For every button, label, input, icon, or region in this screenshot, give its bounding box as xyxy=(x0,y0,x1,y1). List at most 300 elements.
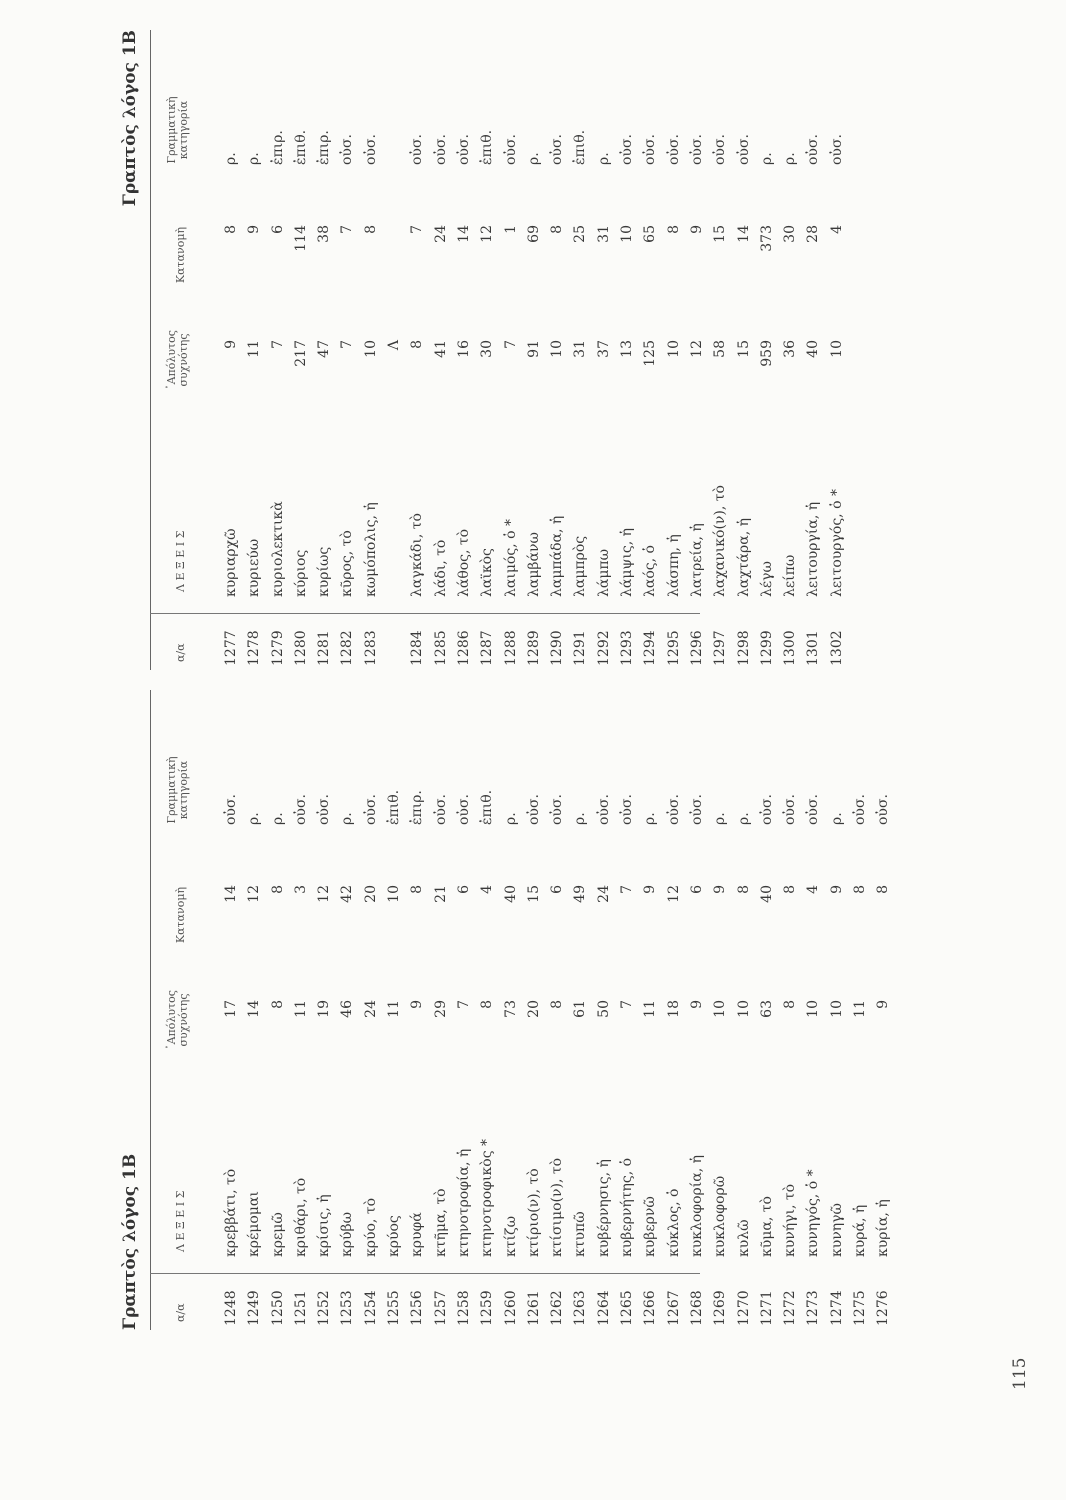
table-row xyxy=(453,690,476,1330)
row-frequency: 20 xyxy=(525,1000,542,1018)
table-row xyxy=(267,30,290,670)
row-number: 1253 xyxy=(339,1290,356,1326)
table-row xyxy=(360,690,383,1330)
row-distribution: 12 xyxy=(316,885,333,903)
page-number: 115 xyxy=(1010,1357,1030,1390)
row-distribution: 15 xyxy=(712,225,729,243)
row-frequency: 10 xyxy=(735,1000,752,1018)
table-row xyxy=(290,30,313,670)
table-row xyxy=(616,690,639,1330)
row-frequency: 46 xyxy=(339,1000,356,1018)
page-title-right: Γραπτὸς λόγος 1Β xyxy=(120,30,140,207)
table-row xyxy=(779,690,802,1330)
row-frequency: 18 xyxy=(665,1000,682,1018)
row-frequency: 19 xyxy=(316,1000,333,1018)
row-number: 1252 xyxy=(316,1290,333,1326)
row-word: λαμπρὸς xyxy=(572,535,589,597)
table-row xyxy=(313,690,336,1330)
row-number: 1291 xyxy=(572,630,589,666)
table-row xyxy=(383,30,406,670)
row-distribution: 4 xyxy=(805,885,822,894)
table-row xyxy=(406,690,429,1330)
row-number: 1273 xyxy=(805,1290,822,1326)
table-row xyxy=(756,30,779,670)
row-category: ρ. xyxy=(223,152,239,165)
table-row xyxy=(593,30,616,670)
row-word: κρύο, τὸ xyxy=(362,1198,379,1257)
row-category: ρ. xyxy=(269,812,286,825)
row-frequency: 8 xyxy=(409,340,426,349)
row-distribution: 6 xyxy=(269,225,286,234)
row-frequency: 7 xyxy=(619,1000,636,1009)
row-category: οὐσ. xyxy=(362,134,379,165)
row-frequency: 47 xyxy=(316,340,333,358)
row-frequency: 8 xyxy=(782,1000,799,1009)
row-frequency: 16 xyxy=(455,340,472,358)
row-category: οὐσ. xyxy=(688,794,705,825)
row-word: λαχανικό(ν), τὸ xyxy=(712,485,729,597)
row-word: λείπω xyxy=(782,554,799,597)
row-number: 1277 xyxy=(223,630,239,666)
row-category: ρ. xyxy=(502,812,519,825)
row-frequency: 10 xyxy=(805,1000,822,1018)
row-frequency: 36 xyxy=(782,340,799,358)
row-frequency: 61 xyxy=(572,1000,589,1018)
row-distribution: 9 xyxy=(642,885,659,894)
row-distribution: 3 xyxy=(292,885,309,894)
header-cat-line2: κατηγορία xyxy=(177,760,190,820)
row-word: κριθάρι, τὸ xyxy=(292,1177,309,1257)
row-distribution: 8 xyxy=(269,885,286,894)
table-row xyxy=(430,690,453,1330)
rows-right xyxy=(220,30,849,670)
row-distribution: 28 xyxy=(805,225,822,243)
row-category: οὐσ. xyxy=(665,794,682,825)
row-word: λάσπη, ἡ xyxy=(665,534,682,597)
row-category: οὐσ. xyxy=(525,794,542,825)
row-frequency: 8 xyxy=(549,1000,566,1009)
row-category: οὐσ. xyxy=(735,134,752,165)
row-category: ἐπιθ. xyxy=(479,789,496,825)
row-number: 1294 xyxy=(642,630,659,666)
row-word: κυριεύω xyxy=(246,538,263,597)
table-row xyxy=(430,30,453,670)
row-distribution: 7 xyxy=(409,225,426,234)
row-word: κτηνοτροφία, ἡ xyxy=(455,1148,472,1257)
row-distribution: 114 xyxy=(292,225,309,252)
row-number: 1270 xyxy=(735,1290,752,1326)
row-category: οὐσ. xyxy=(688,134,705,165)
row-word: κυρά, ἡ xyxy=(852,1204,869,1257)
row-category: οὐσ. xyxy=(339,134,356,165)
row-word: λειτουργός, ὁ * xyxy=(828,489,845,597)
row-word: λάθος, τὸ xyxy=(455,528,472,597)
table-row xyxy=(243,30,266,670)
table-row xyxy=(733,30,756,670)
row-number: 1288 xyxy=(502,630,519,666)
table-row xyxy=(476,30,499,670)
table-row xyxy=(639,690,662,1330)
row-category: ρ. xyxy=(246,812,263,825)
row-frequency: Λ xyxy=(386,340,403,351)
row-number: 1284 xyxy=(409,630,426,666)
header-cat-line1: Γραμματικὴ xyxy=(165,96,178,164)
table-row xyxy=(733,690,756,1330)
row-word: κτῆμα, τὸ xyxy=(432,1188,449,1257)
row-category: ρ. xyxy=(758,152,775,165)
header-cat xyxy=(166,80,190,180)
row-frequency: 7 xyxy=(502,340,519,349)
row-distribution: 8 xyxy=(735,885,752,894)
row-number: 1249 xyxy=(246,1290,263,1326)
row-frequency: 10 xyxy=(549,340,566,358)
row-word: κτηνοτροφικὸς * xyxy=(479,1139,496,1257)
row-number: 1300 xyxy=(782,630,799,666)
row-category: ρ. xyxy=(572,812,589,825)
row-number: 1296 xyxy=(688,630,705,666)
table-row xyxy=(593,690,616,1330)
row-number: 1248 xyxy=(223,1290,239,1326)
row-number: 1250 xyxy=(269,1290,286,1326)
row-frequency: 11 xyxy=(642,1000,659,1018)
table-panel-right xyxy=(120,30,845,670)
row-number: 1259 xyxy=(479,1290,496,1326)
row-distribution: 12 xyxy=(665,885,682,903)
row-distribution: 8 xyxy=(549,225,566,234)
row-word: κυριαρχῶ xyxy=(223,528,239,597)
row-category: οὐσ. xyxy=(875,794,892,825)
row-word: κῦρος, τὸ xyxy=(339,530,356,597)
row-frequency: 13 xyxy=(619,340,636,358)
table-row xyxy=(546,690,569,1330)
row-word: κωμόπολις, ἡ xyxy=(362,502,379,597)
row-category: οὐσ. xyxy=(502,134,519,165)
row-word: κυβερνῶ xyxy=(642,1196,659,1257)
row-word: λατρεία, ἡ xyxy=(688,523,705,597)
row-distribution: 14 xyxy=(455,225,472,243)
row-category: ἐπιρ. xyxy=(409,790,426,825)
row-word: κυβερνήτης, ὁ xyxy=(619,1157,636,1257)
row-frequency: 217 xyxy=(292,340,309,367)
row-number: 1286 xyxy=(455,630,472,666)
header-freq-line1: ᾿Απόλυτος xyxy=(165,990,178,1050)
row-frequency: 50 xyxy=(595,1000,612,1018)
row-category: ρ. xyxy=(782,152,799,165)
row-frequency: 58 xyxy=(712,340,729,358)
row-word: κρυφά xyxy=(409,1212,426,1257)
table-row xyxy=(406,30,429,670)
row-frequency: 11 xyxy=(386,1000,403,1018)
table-row xyxy=(453,30,476,670)
row-frequency: 40 xyxy=(805,340,822,358)
header-freq-line1: ᾿Απόλυτος xyxy=(165,330,178,390)
table-row xyxy=(779,30,802,670)
row-frequency: 29 xyxy=(432,1000,449,1018)
row-word: κτυπῶ xyxy=(572,1211,589,1257)
row-number: 1263 xyxy=(572,1290,589,1326)
row-word: κῦμα, τὸ xyxy=(758,1196,775,1257)
table-row xyxy=(709,690,732,1330)
row-word: λαμβάνω xyxy=(525,532,542,597)
row-word: κυνηγός, ὁ * xyxy=(805,1169,822,1257)
row-frequency: 30 xyxy=(479,340,496,358)
header-word: Λ Ε Ξ Ε Ι Σ xyxy=(174,1190,187,1252)
row-frequency: 12 xyxy=(688,340,705,358)
table-row xyxy=(546,30,569,670)
row-number: 1278 xyxy=(246,630,263,666)
row-number: 1289 xyxy=(525,630,542,666)
row-word: κυκλοφορῶ xyxy=(712,1175,729,1257)
page-title: Γραπτὸς λόγος 1Β xyxy=(120,1153,140,1330)
header-rule xyxy=(150,690,151,1330)
table-row xyxy=(523,690,546,1330)
row-frequency: 10 xyxy=(712,1000,729,1018)
row-category: ἐπιθ. xyxy=(292,129,309,165)
row-category: οὐσ. xyxy=(455,134,472,165)
table-row xyxy=(500,30,523,670)
row-distribution: 9 xyxy=(828,885,845,894)
header-freq-line2: συχνότης xyxy=(177,333,190,387)
row-category: οὐσ. xyxy=(223,794,239,825)
row-distribution: 30 xyxy=(782,225,799,243)
row-word: κρύος xyxy=(386,1215,403,1257)
table-row xyxy=(639,30,662,670)
header-rule xyxy=(150,30,151,670)
row-number: 1280 xyxy=(292,630,309,666)
row-category: ἐπιρ. xyxy=(269,130,286,165)
table-row xyxy=(336,30,359,670)
row-number: 1282 xyxy=(339,630,356,666)
row-number: 1285 xyxy=(432,630,449,666)
row-frequency: 7 xyxy=(455,1000,472,1009)
row-number: 1276 xyxy=(875,1290,892,1326)
row-distribution: 1 xyxy=(502,225,519,234)
table-row xyxy=(290,690,313,1330)
row-word: λαιμός, ὁ * xyxy=(502,519,519,597)
row-distribution: 12 xyxy=(479,225,496,243)
header-freq-line2: συχνότης xyxy=(177,993,190,1047)
row-category: οὐσ. xyxy=(665,134,682,165)
row-frequency: 8 xyxy=(269,1000,286,1009)
row-distribution: 42 xyxy=(339,885,356,903)
row-number: 1281 xyxy=(316,630,333,666)
row-word: κρέμομαι xyxy=(246,1191,263,1257)
row-category: οὐσ. xyxy=(432,134,449,165)
row-distribution: 38 xyxy=(316,225,333,243)
table-panel-left xyxy=(120,690,892,1330)
row-distribution: 6 xyxy=(549,885,566,894)
row-distribution: 6 xyxy=(688,885,705,894)
row-category: ρ. xyxy=(735,812,752,825)
row-number: 1261 xyxy=(525,1290,542,1326)
row-distribution: 40 xyxy=(502,885,519,903)
row-number: 1279 xyxy=(269,630,286,666)
row-distribution: 373 xyxy=(758,225,775,252)
row-number: 1251 xyxy=(292,1290,309,1326)
row-frequency: 24 xyxy=(362,1000,379,1018)
table-row xyxy=(243,690,266,1330)
row-distribution: 8 xyxy=(875,885,892,894)
row-distribution: 40 xyxy=(758,885,775,903)
row-category: ἐπιρ. xyxy=(316,130,333,165)
table-row xyxy=(523,30,546,670)
table-row xyxy=(872,690,895,1330)
row-frequency: 10 xyxy=(828,1000,845,1018)
row-word: κρίσις, ἡ xyxy=(316,1194,333,1257)
row-frequency: 41 xyxy=(432,340,449,358)
row-number: 1260 xyxy=(502,1290,519,1326)
row-frequency: 8 xyxy=(479,1000,496,1009)
table-row xyxy=(826,690,849,1330)
row-frequency: 10 xyxy=(665,340,682,358)
table-row xyxy=(686,690,709,1330)
row-word: κυρίως xyxy=(316,546,333,597)
row-number: 1272 xyxy=(782,1290,799,1326)
row-word: κύκλος, ὁ xyxy=(665,1188,682,1257)
row-category: οὐσ. xyxy=(362,794,379,825)
row-frequency: 11 xyxy=(292,1000,309,1018)
table-row xyxy=(220,690,243,1330)
row-number: 1269 xyxy=(712,1290,729,1326)
row-number: 1265 xyxy=(619,1290,636,1326)
table-row xyxy=(383,690,406,1330)
row-category: ρ. xyxy=(246,152,263,165)
row-distribution: 15 xyxy=(525,885,542,903)
row-number: 1267 xyxy=(665,1290,682,1326)
row-category: ἐπιθ. xyxy=(479,129,496,165)
row-category: οὐσ. xyxy=(828,134,845,165)
row-word: κυκλοφορία, ἡ xyxy=(688,1154,705,1257)
table-row xyxy=(802,690,825,1330)
rows-left xyxy=(220,690,896,1330)
row-word: λαχτάρα, ἡ xyxy=(735,518,752,597)
row-category: οὐσ. xyxy=(292,794,309,825)
row-word: λάδι, τὸ xyxy=(432,539,449,597)
row-category: οὐσ. xyxy=(758,794,775,825)
row-category: ρ. xyxy=(595,152,612,165)
row-word: κτίσιμο(ν), τὸ xyxy=(549,1157,566,1257)
row-number: 1295 xyxy=(665,630,682,666)
row-category: οὐσ. xyxy=(455,794,472,825)
row-category: ρ. xyxy=(712,812,729,825)
row-distribution: 14 xyxy=(735,225,752,243)
row-frequency: 11 xyxy=(852,1000,869,1018)
row-category: ἐπιθ. xyxy=(572,129,589,165)
row-word: λαός, ὁ xyxy=(642,545,659,597)
row-distribution: 10 xyxy=(386,885,403,903)
row-frequency: 9 xyxy=(409,1000,426,1009)
row-word: λάμψις, ἡ xyxy=(619,527,636,597)
row-frequency: 125 xyxy=(642,340,659,367)
table-row xyxy=(500,690,523,1330)
row-distribution: 8 xyxy=(362,225,379,234)
row-distribution: 12 xyxy=(246,885,263,903)
table-row xyxy=(476,690,499,1330)
row-number: 1299 xyxy=(758,630,775,666)
row-number: 1257 xyxy=(432,1290,449,1326)
row-category: οὐσ. xyxy=(805,134,822,165)
table-row xyxy=(336,690,359,1330)
row-frequency: 9 xyxy=(688,1000,705,1009)
row-word: λειτουργία, ἡ xyxy=(805,501,822,597)
row-number: 1256 xyxy=(409,1290,426,1326)
header-freq xyxy=(166,320,190,400)
row-number: 1262 xyxy=(549,1290,566,1326)
row-frequency: 10 xyxy=(362,340,379,358)
row-distribution: 49 xyxy=(572,885,589,903)
row-frequency: 91 xyxy=(525,340,542,358)
row-category: οὐσ. xyxy=(316,794,333,825)
row-number: 1275 xyxy=(852,1290,869,1326)
header-cat-line1: Γραμματικὴ xyxy=(165,756,178,824)
row-frequency: 10 xyxy=(828,340,845,358)
row-distribution: 24 xyxy=(595,885,612,903)
row-number: 1290 xyxy=(549,630,566,666)
row-word: λάμπω xyxy=(595,548,612,597)
row-number: 1292 xyxy=(595,630,612,666)
row-distribution: 8 xyxy=(409,885,426,894)
row-number: 1302 xyxy=(828,630,845,666)
table-row xyxy=(756,690,779,1330)
row-distribution: 8 xyxy=(665,225,682,234)
row-category: οὐσ. xyxy=(619,794,636,825)
row-distribution: 21 xyxy=(432,885,449,903)
header-dist: Κατανομὴ xyxy=(174,226,187,284)
row-category: ρ. xyxy=(339,812,356,825)
table-row xyxy=(360,30,383,670)
row-distribution: 10 xyxy=(619,225,636,243)
row-word: κτίζω xyxy=(502,1216,519,1257)
row-frequency: 9 xyxy=(875,1000,892,1009)
row-category: οὐσ. xyxy=(642,134,659,165)
row-frequency: 31 xyxy=(572,340,589,358)
row-category: οὐσ. xyxy=(549,134,566,165)
row-word: λαγκάδι, τὸ xyxy=(409,513,426,597)
table-row xyxy=(569,30,592,670)
row-category: οὐσ. xyxy=(782,794,799,825)
row-number: 1268 xyxy=(688,1290,705,1326)
row-word: κτίριο(ν), τὸ xyxy=(525,1168,542,1257)
row-distribution: 8 xyxy=(852,885,869,894)
table-row xyxy=(849,690,872,1330)
row-frequency: 9 xyxy=(223,340,239,349)
row-category: οὐσ. xyxy=(409,134,426,165)
row-category: οὐσ. xyxy=(852,794,869,825)
row-frequency: 63 xyxy=(758,1000,775,1018)
row-frequency: 37 xyxy=(595,340,612,358)
row-distribution: 9 xyxy=(688,225,705,234)
row-distribution: 14 xyxy=(223,885,239,903)
row-distribution: 25 xyxy=(572,225,589,243)
row-frequency: 17 xyxy=(223,1000,239,1018)
row-word: κρεββάτι, τὸ xyxy=(223,1168,239,1257)
row-distribution: 7 xyxy=(339,225,356,234)
row-category: οὐσ. xyxy=(712,134,729,165)
row-category: οὐσ. xyxy=(432,794,449,825)
row-number: 1254 xyxy=(362,1290,379,1326)
row-distribution: 20 xyxy=(362,885,379,903)
row-number: 1264 xyxy=(595,1290,612,1326)
header-word: Λ Ε Ξ Ε Ι Σ xyxy=(174,530,187,592)
row-frequency: 14 xyxy=(246,1000,263,1018)
row-distribution: 69 xyxy=(525,225,542,243)
table-row xyxy=(802,30,825,670)
table-row xyxy=(686,30,709,670)
row-word: κυβέρνησις, ἡ xyxy=(595,1159,612,1257)
row-number: 1283 xyxy=(362,630,379,666)
row-word: κυνηγῶ xyxy=(828,1203,845,1257)
row-number: 1298 xyxy=(735,630,752,666)
